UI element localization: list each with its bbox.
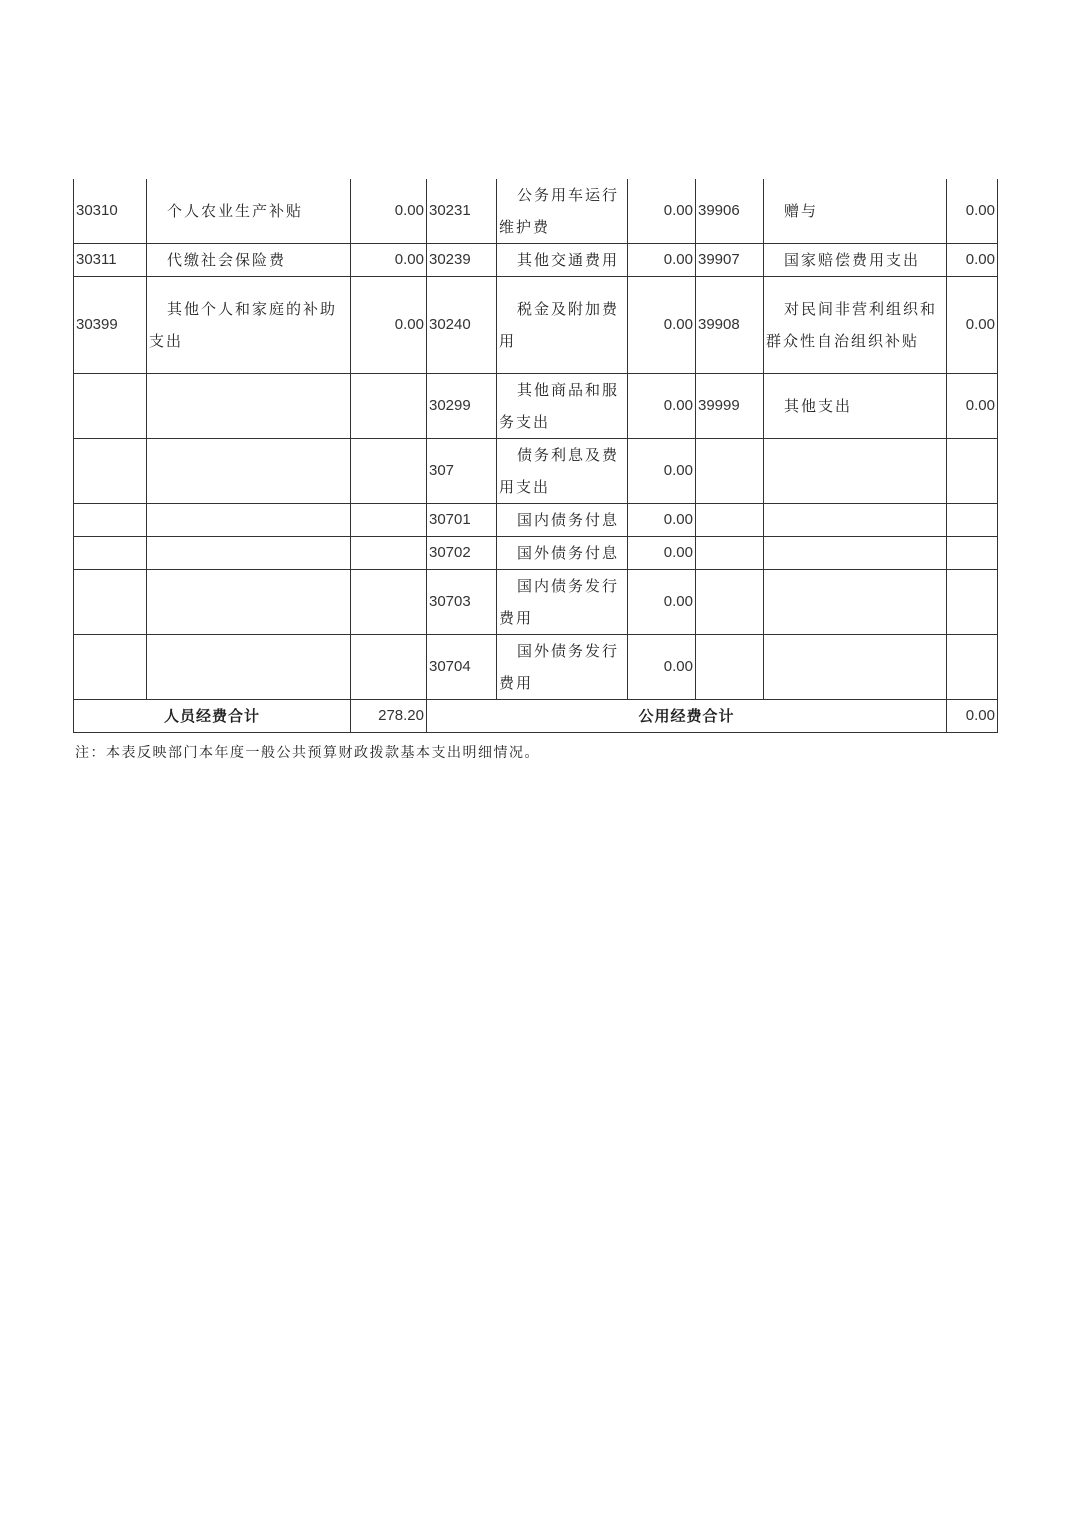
public-code: 30704 [427, 635, 497, 700]
public-item [497, 244, 628, 277]
public-amount: 0.00 [628, 504, 696, 537]
public-amount: 0.00 [628, 439, 696, 504]
budget-detail-table [73, 179, 998, 733]
other-item [764, 374, 947, 439]
other-code: 39999 [696, 374, 764, 439]
personnel-code [74, 504, 147, 537]
other-amount [947, 537, 998, 570]
public-item-text: 债务利息及费用支出 [499, 446, 620, 496]
other-item [764, 537, 947, 570]
personnel-item [147, 439, 351, 504]
personnel-item-text: 其他个人和家庭的补助支出 [149, 300, 338, 350]
public-amount: 0.00 [628, 537, 696, 570]
other-amount [947, 439, 998, 504]
other-item-text: 赠与 [784, 202, 819, 220]
public-item [497, 504, 628, 537]
personnel-amount [351, 537, 427, 570]
public-code: 30703 [427, 570, 497, 635]
other-code [696, 635, 764, 700]
personnel-item [147, 374, 351, 439]
personnel-item [147, 570, 351, 635]
personnel-code [74, 537, 147, 570]
personnel-amount: 0.00 [351, 244, 427, 277]
other-amount: 0.00 [947, 179, 998, 244]
public-amount: 0.00 [628, 179, 696, 244]
public-code: 307 [427, 439, 497, 504]
table-row [74, 504, 998, 537]
table-row [74, 570, 998, 635]
public-code: 30240 [427, 277, 497, 374]
personnel-item [147, 277, 351, 374]
other-item [764, 244, 947, 277]
other-amount [947, 635, 998, 700]
personnel-code: 30311 [74, 244, 147, 277]
other-code [696, 439, 764, 504]
personnel-code: 30399 [74, 277, 147, 374]
personnel-item [147, 504, 351, 537]
personnel-amount: 0.00 [351, 277, 427, 374]
other-item-text: 国家赔偿费用支出 [784, 251, 921, 269]
public-item [497, 374, 628, 439]
public-item [497, 635, 628, 700]
public-item-text: 公务用车运行维护费 [499, 186, 620, 236]
personnel-item [147, 179, 351, 244]
public-item-text: 其他交通费用 [517, 251, 620, 269]
public-item [497, 570, 628, 635]
personnel-total-value: 278.20 [351, 700, 427, 733]
other-code: 39907 [696, 244, 764, 277]
personnel-amount [351, 570, 427, 635]
public-item-text: 税金及附加费用 [499, 300, 620, 350]
other-code: 39908 [696, 277, 764, 374]
personnel-total-label: 人员经费合计 [74, 700, 351, 733]
public-code: 30299 [427, 374, 497, 439]
personnel-amount: 0.00 [351, 179, 427, 244]
table-row [74, 374, 998, 439]
public-item-text: 国内债务付息 [517, 511, 620, 529]
personnel-item [147, 635, 351, 700]
personnel-item-text: 个人农业生产补贴 [167, 202, 304, 220]
personnel-code [74, 570, 147, 635]
public-code: 30239 [427, 244, 497, 277]
personnel-code [74, 439, 147, 504]
table-row [74, 179, 998, 244]
personnel-amount [351, 439, 427, 504]
personnel-amount [351, 635, 427, 700]
other-amount: 0.00 [947, 374, 998, 439]
personnel-amount [351, 374, 427, 439]
other-code [696, 504, 764, 537]
public-item [497, 179, 628, 244]
other-item-text: 其他支出 [784, 397, 853, 415]
personnel-code: 30310 [74, 179, 147, 244]
public-amount: 0.00 [628, 244, 696, 277]
personnel-item [147, 537, 351, 570]
other-code: 39906 [696, 179, 764, 244]
table-row [74, 635, 998, 700]
public-total-label: 公用经费合计 [427, 700, 947, 733]
other-item [764, 179, 947, 244]
public-item-text: 国内债务发行费用 [499, 577, 620, 627]
personnel-amount [351, 504, 427, 537]
table-row [74, 439, 998, 504]
other-item [764, 504, 947, 537]
other-code [696, 570, 764, 635]
public-item-text: 其他商品和服务支出 [499, 381, 620, 431]
other-item [764, 277, 947, 374]
public-item [497, 277, 628, 374]
table-row [74, 537, 998, 570]
public-amount: 0.00 [628, 635, 696, 700]
other-item [764, 439, 947, 504]
table-row [74, 244, 998, 277]
public-amount: 0.00 [628, 277, 696, 374]
personnel-item [147, 244, 351, 277]
public-code: 30701 [427, 504, 497, 537]
other-item [764, 635, 947, 700]
public-total-value: 0.00 [947, 700, 998, 733]
other-item [764, 570, 947, 635]
public-code: 30702 [427, 537, 497, 570]
public-amount: 0.00 [628, 374, 696, 439]
personnel-item-text: 代缴社会保险费 [167, 251, 287, 269]
public-item [497, 439, 628, 504]
personnel-code [74, 374, 147, 439]
other-item-text: 对民间非营利组织和群众性自治组织补贴 [766, 300, 938, 350]
table-footnote: 注：本表反映部门本年度一般公共预算财政拨款基本支出明细情况。 [75, 745, 540, 761]
public-code: 30231 [427, 179, 497, 244]
other-amount [947, 504, 998, 537]
totals-row [74, 700, 998, 733]
public-amount: 0.00 [628, 570, 696, 635]
table-row [74, 277, 998, 374]
public-item [497, 537, 628, 570]
public-item-text: 国外债务付息 [517, 544, 620, 562]
other-amount: 0.00 [947, 277, 998, 374]
other-amount: 0.00 [947, 244, 998, 277]
personnel-code [74, 635, 147, 700]
public-item-text: 国外债务发行费用 [499, 642, 620, 692]
other-code [696, 537, 764, 570]
other-amount [947, 570, 998, 635]
